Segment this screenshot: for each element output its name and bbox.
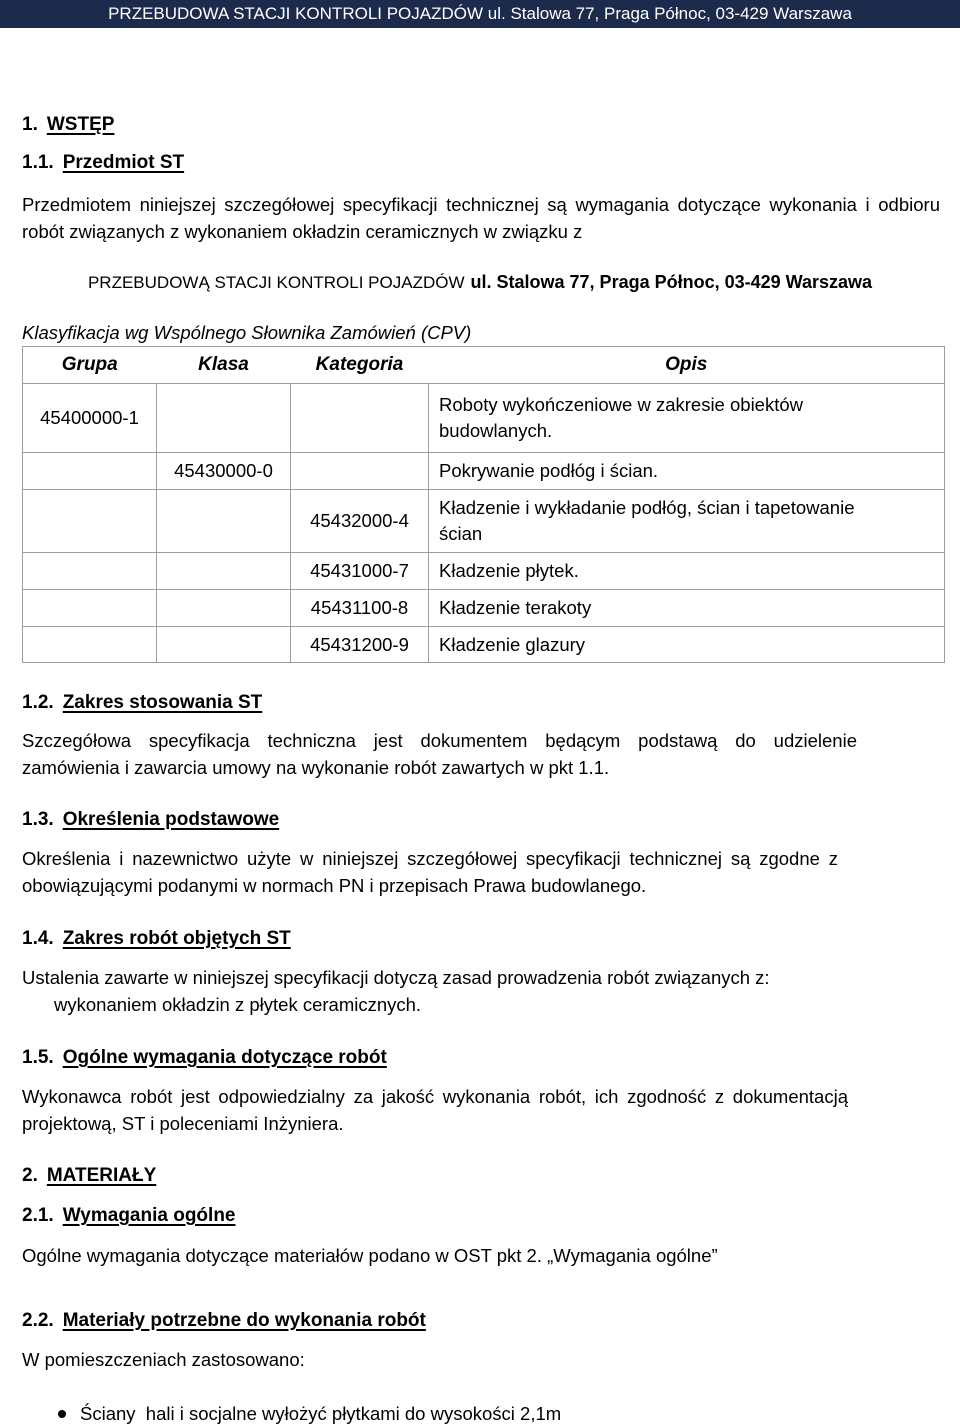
cell-kategoria: 45431100-8: [291, 590, 429, 627]
heading-number: 1.5.: [22, 1047, 54, 1068]
heading-number: 2.2.: [22, 1310, 54, 1331]
cell-opis: [429, 384, 945, 453]
heading-number: 2.: [22, 1165, 38, 1186]
paragraph-line: Ogólne wymagania dotyczące materiałów podano w OST pkt 2. „Wymagania ogólne”: [22, 1245, 718, 1266]
heading-przedmiot-st: [22, 149, 184, 176]
cell-opis-text: Kładzenie i wykładanie podłóg, ścian i tapetowanie ścian: [439, 497, 855, 544]
cell-grupa: 45400000-1: [23, 384, 157, 453]
project-name: PRZEBUDOWĄ STACJI KONTROLI POJAZDÓW: [87, 273, 465, 292]
table-row: [23, 490, 945, 553]
paragraph-line: robót związanych z wykonaniem okładzin ceramicznych w związku z: [22, 221, 583, 242]
cell-grupa: [23, 627, 157, 663]
cell-opis-text: Roboty wykończeniowe w zakresie obiektów budowlanych.: [439, 394, 804, 441]
heading-materialy: [22, 1162, 156, 1189]
paragraph-line: Wykonawca robót jest odpowiedzialny za jakość wykonania robót, ich zgodność z dokumentacją: [22, 1086, 848, 1107]
cell-klasa: [157, 553, 291, 590]
project-address: ul. Stalowa 77, Praga Północ, 03-429 Warszawa: [470, 272, 873, 292]
header-banner-text: PRZEBUDOWA STACJI KONTROLI POJAZDÓW ul. Stalowa 77, Praga Północ, 03-429 Warszawa: [108, 4, 852, 23]
heading-title: WSTĘP: [46, 114, 115, 135]
table-row: [23, 590, 945, 627]
heading-title: Przedmiot ST: [62, 152, 185, 173]
cell-klasa: [157, 384, 291, 453]
cell-opis: [429, 627, 945, 663]
list-item: [22, 1400, 922, 1427]
cpv-caption: Klasyfikacja wg Wspólnego Słownika Zamówień (CPV): [22, 322, 472, 343]
paragraph-line: Szczegółowa specyfikacja techniczna jest dokumentem będącym podstawą do udzielenie: [22, 730, 857, 751]
cell-kategoria: [291, 453, 429, 490]
table-row: [23, 384, 945, 453]
paragraph-wymagania-ogolne: [22, 1242, 940, 1269]
cell-grupa: [23, 453, 157, 490]
column-header-kategoria: Kategoria: [291, 347, 429, 384]
cell-opis-text: Kładzenie glazury: [439, 633, 586, 655]
column-header-opis: Opis: [429, 347, 945, 384]
table-row: [23, 553, 945, 590]
heading-title: Zakres robót objętych ST: [62, 928, 291, 949]
cell-opis-text: Pokrywanie podłóg i ścian.: [439, 460, 659, 481]
table-row: [23, 627, 945, 663]
heading-number: 1.3.: [22, 809, 54, 830]
cpv-table: [22, 346, 945, 663]
heading-title: Materiały potrzebne do wykonania robót: [62, 1310, 426, 1331]
heading-wstep: [22, 111, 114, 138]
heading-title: Ogólne wymagania dotyczące robót: [62, 1047, 387, 1068]
heading-title: MATERIAŁY: [46, 1165, 157, 1186]
table-header-row: [23, 347, 945, 384]
cell-opis: [429, 490, 945, 553]
cell-grupa: [23, 553, 157, 590]
column-header-grupa: Grupa: [23, 347, 157, 384]
paragraph-line: projektową, ST i poleceniami Inżyniera.: [22, 1113, 344, 1134]
cell-klasa: 45430000-0: [157, 453, 291, 490]
heading-zakres-stosowania: [22, 689, 262, 716]
heading-zakres-robot: [22, 925, 291, 952]
cell-opis-text: Kładzenie płytek.: [439, 560, 579, 581]
paragraph-zakres-robot: [22, 964, 940, 1018]
cell-kategoria: 45431200-9: [291, 627, 429, 663]
cell-kategoria: 45432000-4: [291, 490, 429, 553]
heading-number: 2.1.: [22, 1205, 54, 1226]
paragraph-line: Określenia i nazewnictwo użyte w niniejszej szczegółowej specyfikacji technicznej są zgodne z: [22, 848, 838, 869]
project-subject-line: [0, 269, 960, 297]
list-item-text: Ściany hali i socjalne wyłożyć płytkami do wysokości 2,1m: [80, 1403, 562, 1424]
paragraph-line: zamówienia i zawarcia umowy na wykonanie robót zawartych w pkt 1.1.: [22, 757, 610, 778]
heading-ogolne-wymagania-robot: [22, 1044, 387, 1071]
heading-number: 1.1.: [22, 152, 54, 173]
cell-klasa: [157, 490, 291, 553]
paragraph-pomieszczenia-intro: [22, 1346, 940, 1373]
cell-opis: [429, 453, 945, 490]
bullet-icon: [58, 1410, 66, 1418]
cell-grupa: [23, 590, 157, 627]
heading-title: Określenia podstawowe: [62, 809, 280, 830]
cell-kategoria: [291, 384, 429, 453]
heading-title: Zakres stosowania ST: [62, 692, 263, 713]
heading-number: 1.4.: [22, 928, 54, 949]
paragraph-line: obowiązującymi podanymi w normach PN i przepisach Prawa budowlanego.: [22, 875, 647, 896]
paragraph-line: Ustalenia zawarte w niniejszej specyfikacji dotyczą zasad prowadzenia robót związanych z:: [22, 967, 770, 988]
cell-grupa: [23, 490, 157, 553]
header-banner: [0, 0, 960, 28]
cell-klasa: [157, 627, 291, 663]
cell-opis: [429, 590, 945, 627]
paragraph-zakres-stosowania: [22, 727, 857, 781]
paragraph-przedmiot: [22, 191, 940, 245]
paragraph-line-indented: wykonaniem okładzin z płytek ceramicznych.: [54, 994, 422, 1015]
table-row: [23, 453, 945, 490]
heading-number: 1.2.: [22, 692, 54, 713]
cell-opis-text: Kładzenie terakoty: [439, 597, 592, 618]
cell-opis: [429, 553, 945, 590]
cell-kategoria: 45431000-7: [291, 553, 429, 590]
paragraph-line: W pomieszczeniach zastosowano:: [22, 1349, 305, 1370]
heading-materialy-potrzebne: [22, 1307, 426, 1334]
cell-klasa: [157, 590, 291, 627]
heading-number: 1.: [22, 114, 38, 135]
heading-wymagania-ogolne: [22, 1202, 236, 1229]
paragraph-line: Przedmiotem niniejszej szczegółowej specyfikacji technicznej są wymagania dotyczące wykonania i odbioru: [22, 194, 940, 215]
column-header-klasa: Klasa: [157, 347, 291, 384]
paragraph-okreslenia: [22, 845, 838, 899]
heading-title: Wymagania ogólne: [62, 1205, 236, 1226]
paragraph-ogolne-wymagania-robot: [22, 1083, 848, 1137]
heading-okreslenia: [22, 806, 279, 833]
